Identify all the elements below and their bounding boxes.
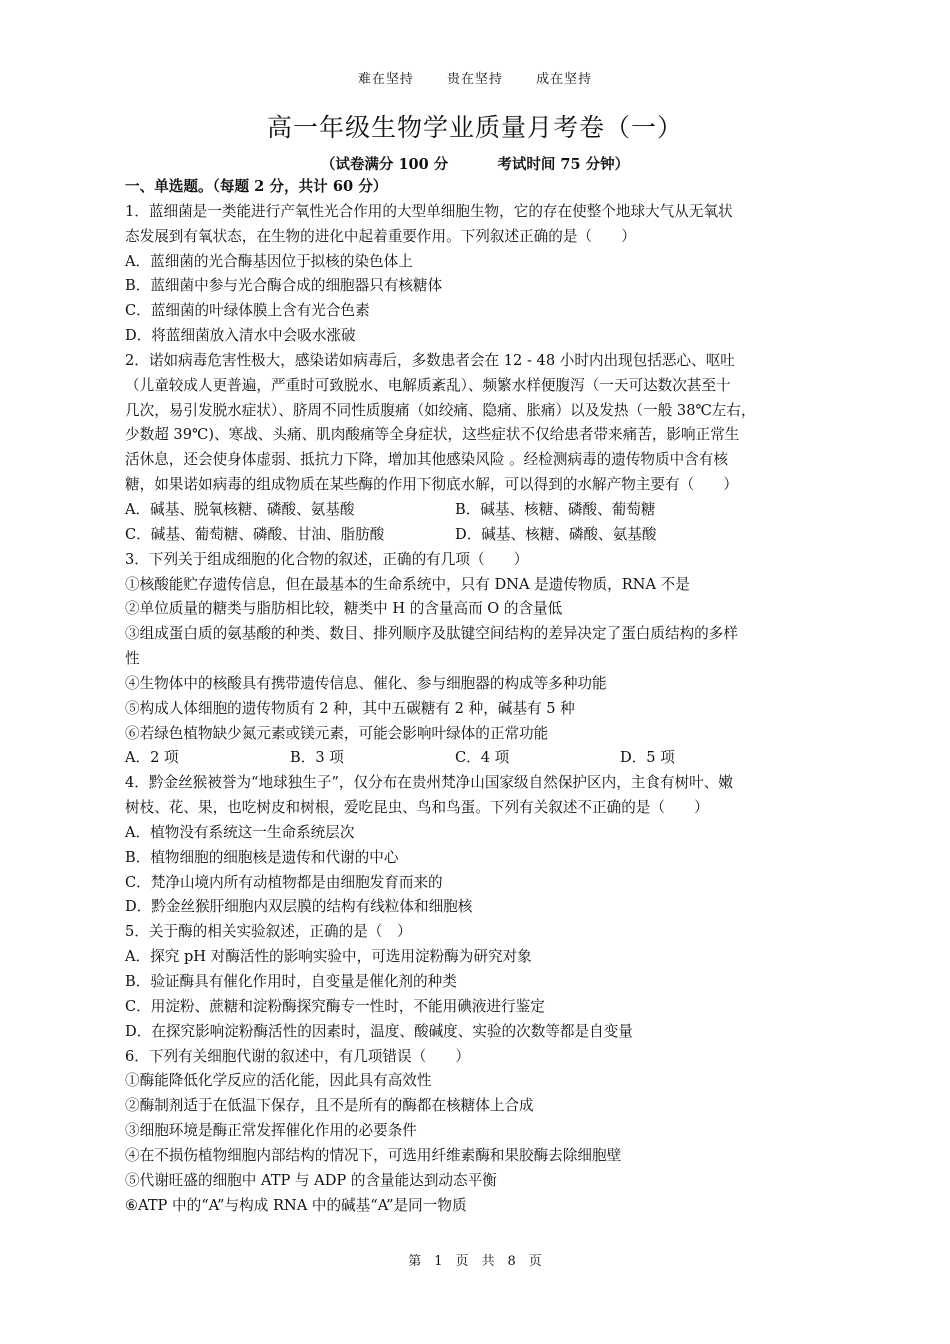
statement-item: ⑤构成人体细胞的遗传物质有 2 种，其中五碳糖有 2 种，碱基有 5 种 <box>125 699 575 717</box>
full-score: （试卷满分 100 分 <box>320 156 449 173</box>
exam-body <box>125 175 835 1218</box>
question-stem: 活休息，还会使身体虚弱、抵抗力下降，增加其他感染风险 。经检测病毒的遗传物质中含有核 <box>125 451 728 469</box>
motto-3: 成在坚持 <box>536 72 593 87</box>
question-stem: 少数超 39℃)、寒战、头痛、肌肉酸痛等全身症状，这些症状不仅给患者带来痛苦，影响正常生 <box>125 426 740 444</box>
option-c: C．用淀粉、蔗糖和淀粉酶探究酶专一性时，不能用碘液进行鉴定 <box>125 997 545 1015</box>
statement-item: ②单位质量的糖类与脂肪相比较，糖类中 H 的含量高而 O 的含量低 <box>125 600 563 618</box>
question-stem: 4．黔金丝猴被誉为“地球独生子”，仅分布在贵州梵净山国家级自然保护区内，主食有树叶、嫩 <box>125 774 733 792</box>
option-a: A．探究 pH 对酶活性的影响实验中，可选用淀粉酶为研究对象 <box>125 948 532 966</box>
option-c: C．梵净山境内所有动植物都是由细胞发育而来的 <box>125 873 443 891</box>
page-title: 高一年级生物学业质量月考卷（一） <box>266 113 683 142</box>
question-6 <box>125 1045 835 1219</box>
section-heading: 一、单选题。（每题 2 分，共计 60 分） <box>125 178 388 195</box>
option-d: D．将蓝细菌放入清水中会吸水涨破 <box>125 327 356 345</box>
question-5 <box>125 920 835 1044</box>
statement-item: ④在不损伤植物细胞内部结构的情况下，可选用纤维素酶和果胶酶去除细胞壁 <box>125 1146 622 1164</box>
question-stem: 2．诺如病毒危害性极大，感染诺如病毒后，多数患者会在 12 - 48 小时内出现包括恶心、呕吐 <box>125 351 735 369</box>
question-stem: 树枝、花、果，也吃树皮和树根，爱吃昆虫、鸟和鸟蛋。下列有关叙述不正确的是（ ） <box>125 799 709 817</box>
option-d: D．碱基、核糖、磷酸、氨基酸 <box>455 525 657 543</box>
question-3 <box>125 548 835 772</box>
question-stem: （儿童较成人更普遍，严重时可致脱水、电解质紊乱）、频繁水样便腹泻（一天可达数次甚至十 <box>125 376 731 394</box>
option-b: B．3 项 <box>290 749 344 767</box>
option-d: D．在探究影响淀粉酶活性的因素时，温度、酸碱度、实验的次数等都是自变量 <box>125 1022 633 1040</box>
statement-item: ②酶制剂适于在低温下保存，且不是所有的酶都在核糖体上合成 <box>125 1097 534 1115</box>
statement-item: ①核酸能贮存遗传信息，但在最基本的生命系统中，只有 DNA 是遗传物质，RNA 不是 <box>125 575 690 593</box>
statement-item: ⑥ATP 中的“A”与构成 RNA 中的碱基“A”是同一物质 <box>125 1196 467 1214</box>
page-number: 第 1 页 共 8 页 <box>408 1254 542 1269</box>
statement-item: ⑤代谢旺盛的细胞中 ATP 与 ADP 的含量能达到动态平衡 <box>125 1171 497 1189</box>
option-d: D．黔金丝猴肝细胞内双层膜的结构有线粒体和细胞核 <box>125 898 473 916</box>
motto-header <box>0 68 950 87</box>
option-c: C．4 项 <box>455 749 510 767</box>
question-2 <box>125 349 835 548</box>
option-a: A．蓝细菌的光合酶基因位于拟核的染色体上 <box>125 252 413 270</box>
statement-item: ④生物体中的核酸具有携带遗传信息、催化、参与细胞器的构成等多种功能 <box>125 674 607 692</box>
option-row <box>125 498 835 523</box>
question-stem: 5．关于酶的相关实验叙述，正确的是（ ） <box>125 923 412 941</box>
option-b: B．蓝细菌中参与光合酶合成的细胞器只有核糖体 <box>125 277 443 295</box>
option-a: A．2 项 <box>125 749 179 767</box>
question-stem: 糖，如果诺如病毒的组成物质在某些酶的作用下彻底水解，可以得到的水解产物主要有（ ） <box>125 476 738 494</box>
question-stem: 6．下列有关细胞代谢的叙述中，有几项错误（ ） <box>125 1047 470 1065</box>
exam-info <box>0 153 950 174</box>
option-a: A．碱基、脱氧核糖、磷酸、氨基酸 <box>125 500 355 518</box>
question-4 <box>125 771 835 920</box>
option-c: C．碱基、葡萄糖、磷酸、甘油、脂肪酸 <box>125 525 385 543</box>
question-stem: 态发展到有氧状态，在生物的进化中起着重要作用。下列叙述正确的是（ ） <box>125 227 636 245</box>
option-c: C．蓝细菌的叶绿体膜上含有光合色素 <box>125 302 370 320</box>
statement-item: ③组成蛋白质的氨基酸的种类、数目、排列顺序及肽键空间结构的差异决定了蛋白质结构的多样 <box>125 625 738 643</box>
question-stem: 3．下列关于组成细胞的化合物的叙述，正确的有几项（ ） <box>125 550 529 568</box>
motto-1: 难在坚持 <box>357 72 414 87</box>
option-b: B．验证酶具有催化作用时，自变量是催化剂的种类 <box>125 973 457 990</box>
option-a: A．植物没有系统这一生命系统层次 <box>125 823 355 841</box>
motto-2: 贵在坚持 <box>446 72 503 87</box>
question-stem: 几次，易引发脱水症状）、脐周不同性质腹痛（如绞痛、隐痛、胀痛）以及发热（一般 38℃左右， <box>125 401 756 419</box>
statement-item: 性 <box>125 650 140 668</box>
statement-item: ③细胞环境是酶正常发挥催化作用的必要条件 <box>125 1122 417 1140</box>
option-b: B．碱基、核糖、磷酸、葡萄糖 <box>455 500 656 518</box>
option-b: B．植物细胞的细胞核是遗传和代谢的中心 <box>125 848 399 866</box>
exam-time: 考试时间 75 分钟） <box>497 156 630 173</box>
question-1 <box>125 200 835 349</box>
statement-item: ①酶能降低化学反应的活化能，因此具有高效性 <box>125 1072 432 1090</box>
statement-item: ⑥若绿色植物缺少氮元素或镁元素，可能会影响叶绿体的正常功能 <box>125 724 549 742</box>
question-stem: 1．蓝细菌是一类能进行产氧性光合作用的大型单细胞生物，它的存在使整个地球大气从无氧状 <box>125 202 733 220</box>
option-row <box>125 523 835 548</box>
option-d: D．5 项 <box>620 749 675 767</box>
option-row <box>125 746 835 771</box>
